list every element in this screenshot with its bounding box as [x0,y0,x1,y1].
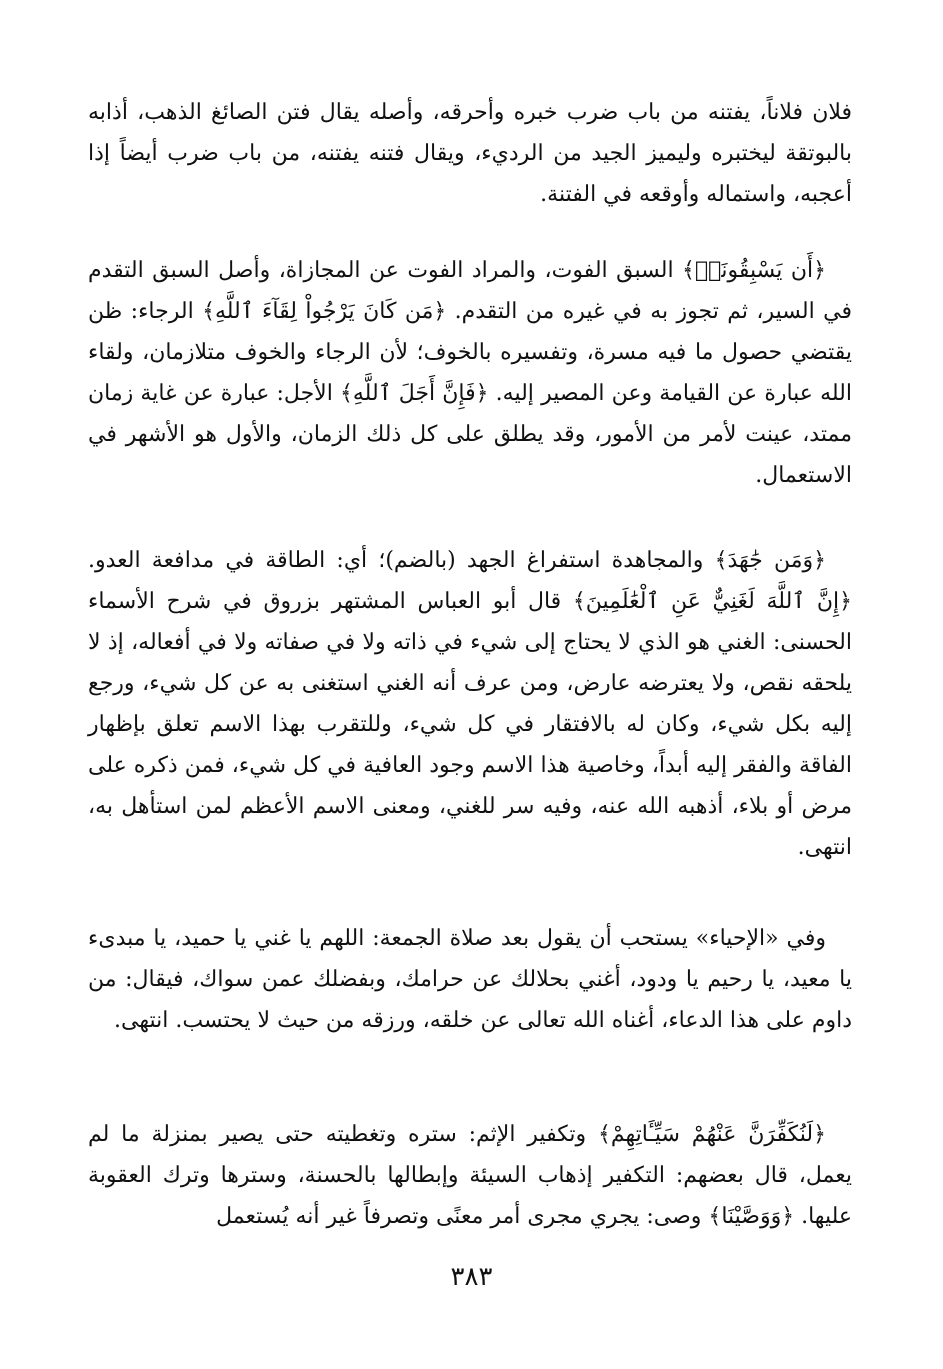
paragraph-lanukaffiranna: ﴿لَنُكَفِّرَنَّ عَنْهُمْ سَيِّـَٔاتِهِمْ﴾ وتكفير الإثم: ستره وتغطيته حتى يصير بمنزلة ما لم يعمل، قال بعضهم: التكفير إذهاب السيئة وإبطالها بالحسنة، وسترها وترك العقوبة عليها. ﴿وَوَصَّيْنَا﴾ وصى: يجري مجرى أمر معنًى وتصرفاً غير أنه يُستعمل [88,1122,852,1229]
page-number: ٣٨٣ [450,1262,493,1292]
paragraph-an-yasbiquna: ﴿أَن يَسْبِقُونَاۚ﴾ السبق الفوت، والمراد الفوت عن المجازاة، وأصل السبق التقدم في السير، ثم تجوز به في غيره من التقدم. ﴿مَن كَانَ يَرْجُواْ لِقَآءَ ٱللَّهِ﴾ الرجاء: ظن يقتضي حصول ما فيه مسرة، وتفسيره بالخوف؛ لأن الرجاء والخوف متلازمان، ولقاء الله عبارة عن القيامة وعن المصير إليه. ﴿فَإِنَّ أَجَلَ ٱللَّهِ﴾ الأجل: عبارة عن غاية زمان ممتد، عينت لأمر من الأمور، وقد يطلق على كل ذلك الزمان، والأول هو الأشهر في الاستعمال. [88,258,852,488]
paragraph-wa-man-jahada: ﴿وَمَن جَٰهَدَ﴾ والمجاهدة استفراغ الجهد (بالضم)؛ أي: الطاقة في مدافعة العدو. ﴿إِنَّ ٱللَّهَ لَغَنِيٌّ عَنِ ٱلْعَٰلَمِينَ﴾ قال أبو العباس المشتهر بزروق في شرح الأسماء الحسنى: الغني هو الذي لا يحتاج إلى شيء في ذاته ولا في صفاته ولا في أفعاله، إذ لا يلحقه نقص، ولا يعترضه عارض، ومن عرف أنه الغني استغنى به عن كل شيء، ورجع إليه بكل شيء، وكان له بالافتقار في كل شيء، وللتقرب بهذا الاسم تعلق بإظهار الفاقة والفقر إليه أبداً، وخاصية هذا الاسم وجود العافية في كل شيء، فمن ذكره على مرض أو بلاء، أذهبه الله عنه، وفيه سر للغني، ومعنى الاسم الأعظم لمن استأهل به، انتهى. [88,548,852,860]
paragraph-ihya-dua: وفي «الإحياء» يستحب أن يقول بعد صلاة الجمعة: اللهم يا غني يا حميد، يا مبدىء يا معيد، يا رحيم يا ودود، أغني بحلالك عن حرامك، وبفضلك عمن سواك، فيقال: من داوم على هذا الدعاء، أغناه الله تعالى عن خلقه، ورزقه من حيث لا يحتسب. انتهى. [88,926,852,1033]
paragraph-continuation: فلان فلاناً، يفتنه من باب ضرب خبره وأحرقه، وأصله يقال فتن الصائغ الذهب، أذابه بالبوتقة ليختبره وليميز الجيد من الرديء، ويقال فتنه يفتنه، من باب ضرب أيضاً إذا أعجبه، واستماله وأوقعه في الفتنة. [88,100,852,207]
